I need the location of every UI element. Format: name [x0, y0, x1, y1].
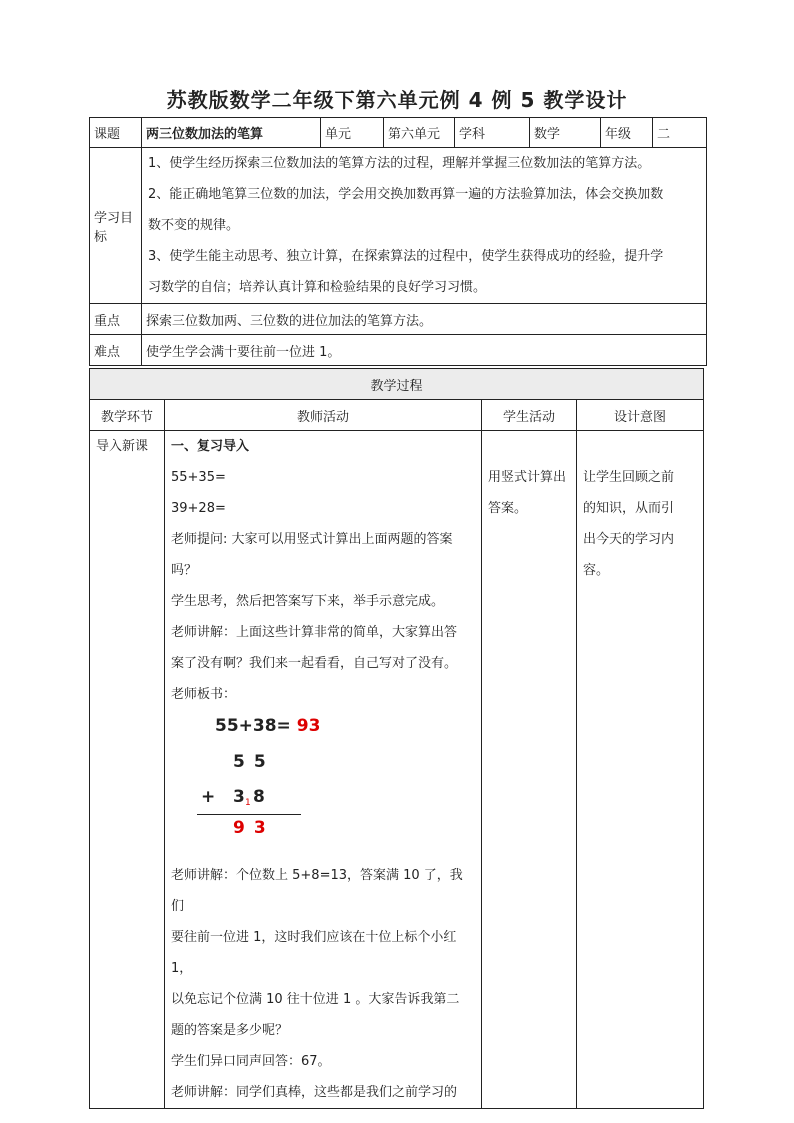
teacher-text: 学生思考，然后把答案写下来，举手示意完成。: [171, 594, 445, 609]
goal-line: 1、使学生经历探索三位数加法的笔算方法的过程，理解并掌握三位数加法的笔算方法。: [148, 156, 651, 171]
question-2: 39+28=: [171, 501, 226, 516]
carry-mark: 1: [245, 798, 251, 808]
col-teacher: 教师活动: [165, 400, 482, 431]
unit-label: 单元: [321, 118, 384, 148]
teacher-text: 学生们异口同声回答：67。: [171, 1054, 331, 1069]
teacher-text: 老师讲解：上面这些计算非常的简单，大家算出答: [171, 625, 458, 640]
teacher-text: 老师提问: 大家可以用竖式计算出上面两题的答案: [171, 532, 453, 547]
difficulty-label: 难点: [90, 335, 142, 366]
intent-text: 的知识，从而引: [583, 501, 675, 516]
intent-text: 让学生回顾之前: [583, 470, 675, 485]
goal-line: 习数学的自信；培养认真计算和检验结果的良好学习习惯。: [148, 280, 487, 295]
teacher-cell: [165, 431, 482, 1109]
intent-text: 出今天的学习内: [583, 532, 675, 547]
section-heading: 一、复习导入: [171, 439, 250, 454]
goals-content: [142, 148, 707, 304]
goals-label: 学习目标: [90, 148, 142, 304]
calc-result: 93: [233, 818, 275, 838]
sum-line: [197, 814, 301, 815]
teacher-text: 案了没有啊？我们来一起看看，自己写对了没有。: [171, 656, 458, 671]
process-header: 教学过程: [90, 369, 704, 400]
calc-row-2-ones: 8: [253, 787, 265, 807]
vertical-calculation: [171, 710, 475, 860]
col-student: 学生活动: [482, 400, 577, 431]
col-intent: 设计意图: [577, 400, 704, 431]
grade-label: 年级: [601, 118, 653, 148]
teacher-text: 吗？: [171, 563, 198, 578]
goal-line: 3、使学生能主动思考、独立计算，在探索算法的过程中，使学生获得成功的经验，提升学: [148, 249, 664, 264]
student-text: 用竖式计算出: [488, 470, 567, 485]
student-text: 答案。: [488, 501, 528, 516]
teacher-text: 题的答案是多少呢？: [171, 1023, 289, 1038]
stage-label: 导入新课: [96, 439, 149, 454]
topic-label: 课题: [90, 118, 142, 148]
key-value: 探索三位数加两、三位数的进位加法的笔算方法。: [142, 304, 707, 335]
goal-line: 数不变的规律。: [148, 218, 240, 233]
difficulty-value: 使学生学会满十要往前一位进 1。: [142, 335, 707, 366]
grade-value: 二: [653, 118, 707, 148]
process-table: [89, 368, 704, 1109]
teacher-text: 老师讲解：个位数上 5+8=13，答案满 10 了，我们: [171, 868, 463, 914]
topic-value: 两三位数加法的笔算: [142, 118, 321, 148]
calc-row-1: 55: [233, 752, 275, 772]
equation-answer: 93: [296, 716, 321, 736]
student-cell: [482, 431, 577, 1109]
question-1: 55+35=: [171, 470, 226, 485]
key-label: 重点: [90, 304, 142, 335]
stage-cell: [90, 431, 165, 1109]
intent-text: 容。: [583, 563, 610, 578]
plus-sign: +: [201, 787, 216, 807]
unit-value: 第六单元: [384, 118, 455, 148]
teacher-text: 以免忘记个位满 10 往十位进 1 。大家告诉我第二: [171, 992, 460, 1007]
equation: 55+38= 93: [215, 716, 321, 736]
calc-row-2-tens: 3: [233, 787, 245, 807]
info-table: [89, 117, 707, 366]
col-stage: 教学环节: [90, 400, 165, 431]
teacher-text: 老师讲解：同学们真棒，这些都是我们之前学习的: [171, 1085, 458, 1100]
subject-label: 学科: [455, 118, 530, 148]
subject-value: 数学: [530, 118, 601, 148]
goal-line: 2、能正确地笔算三位数的加法，学会用交换加数再算一遍的方法验算加法，体会交换加数: [148, 187, 664, 202]
page-title: 苏教版数学二年级下第六单元例 4 例 5 教学设计: [166, 88, 628, 112]
teacher-text: 老师板书：: [171, 687, 237, 702]
intent-cell: [577, 431, 704, 1109]
teacher-text: 要往前一位进 1，这时我们应该在十位上标个小红 1，: [171, 930, 457, 976]
